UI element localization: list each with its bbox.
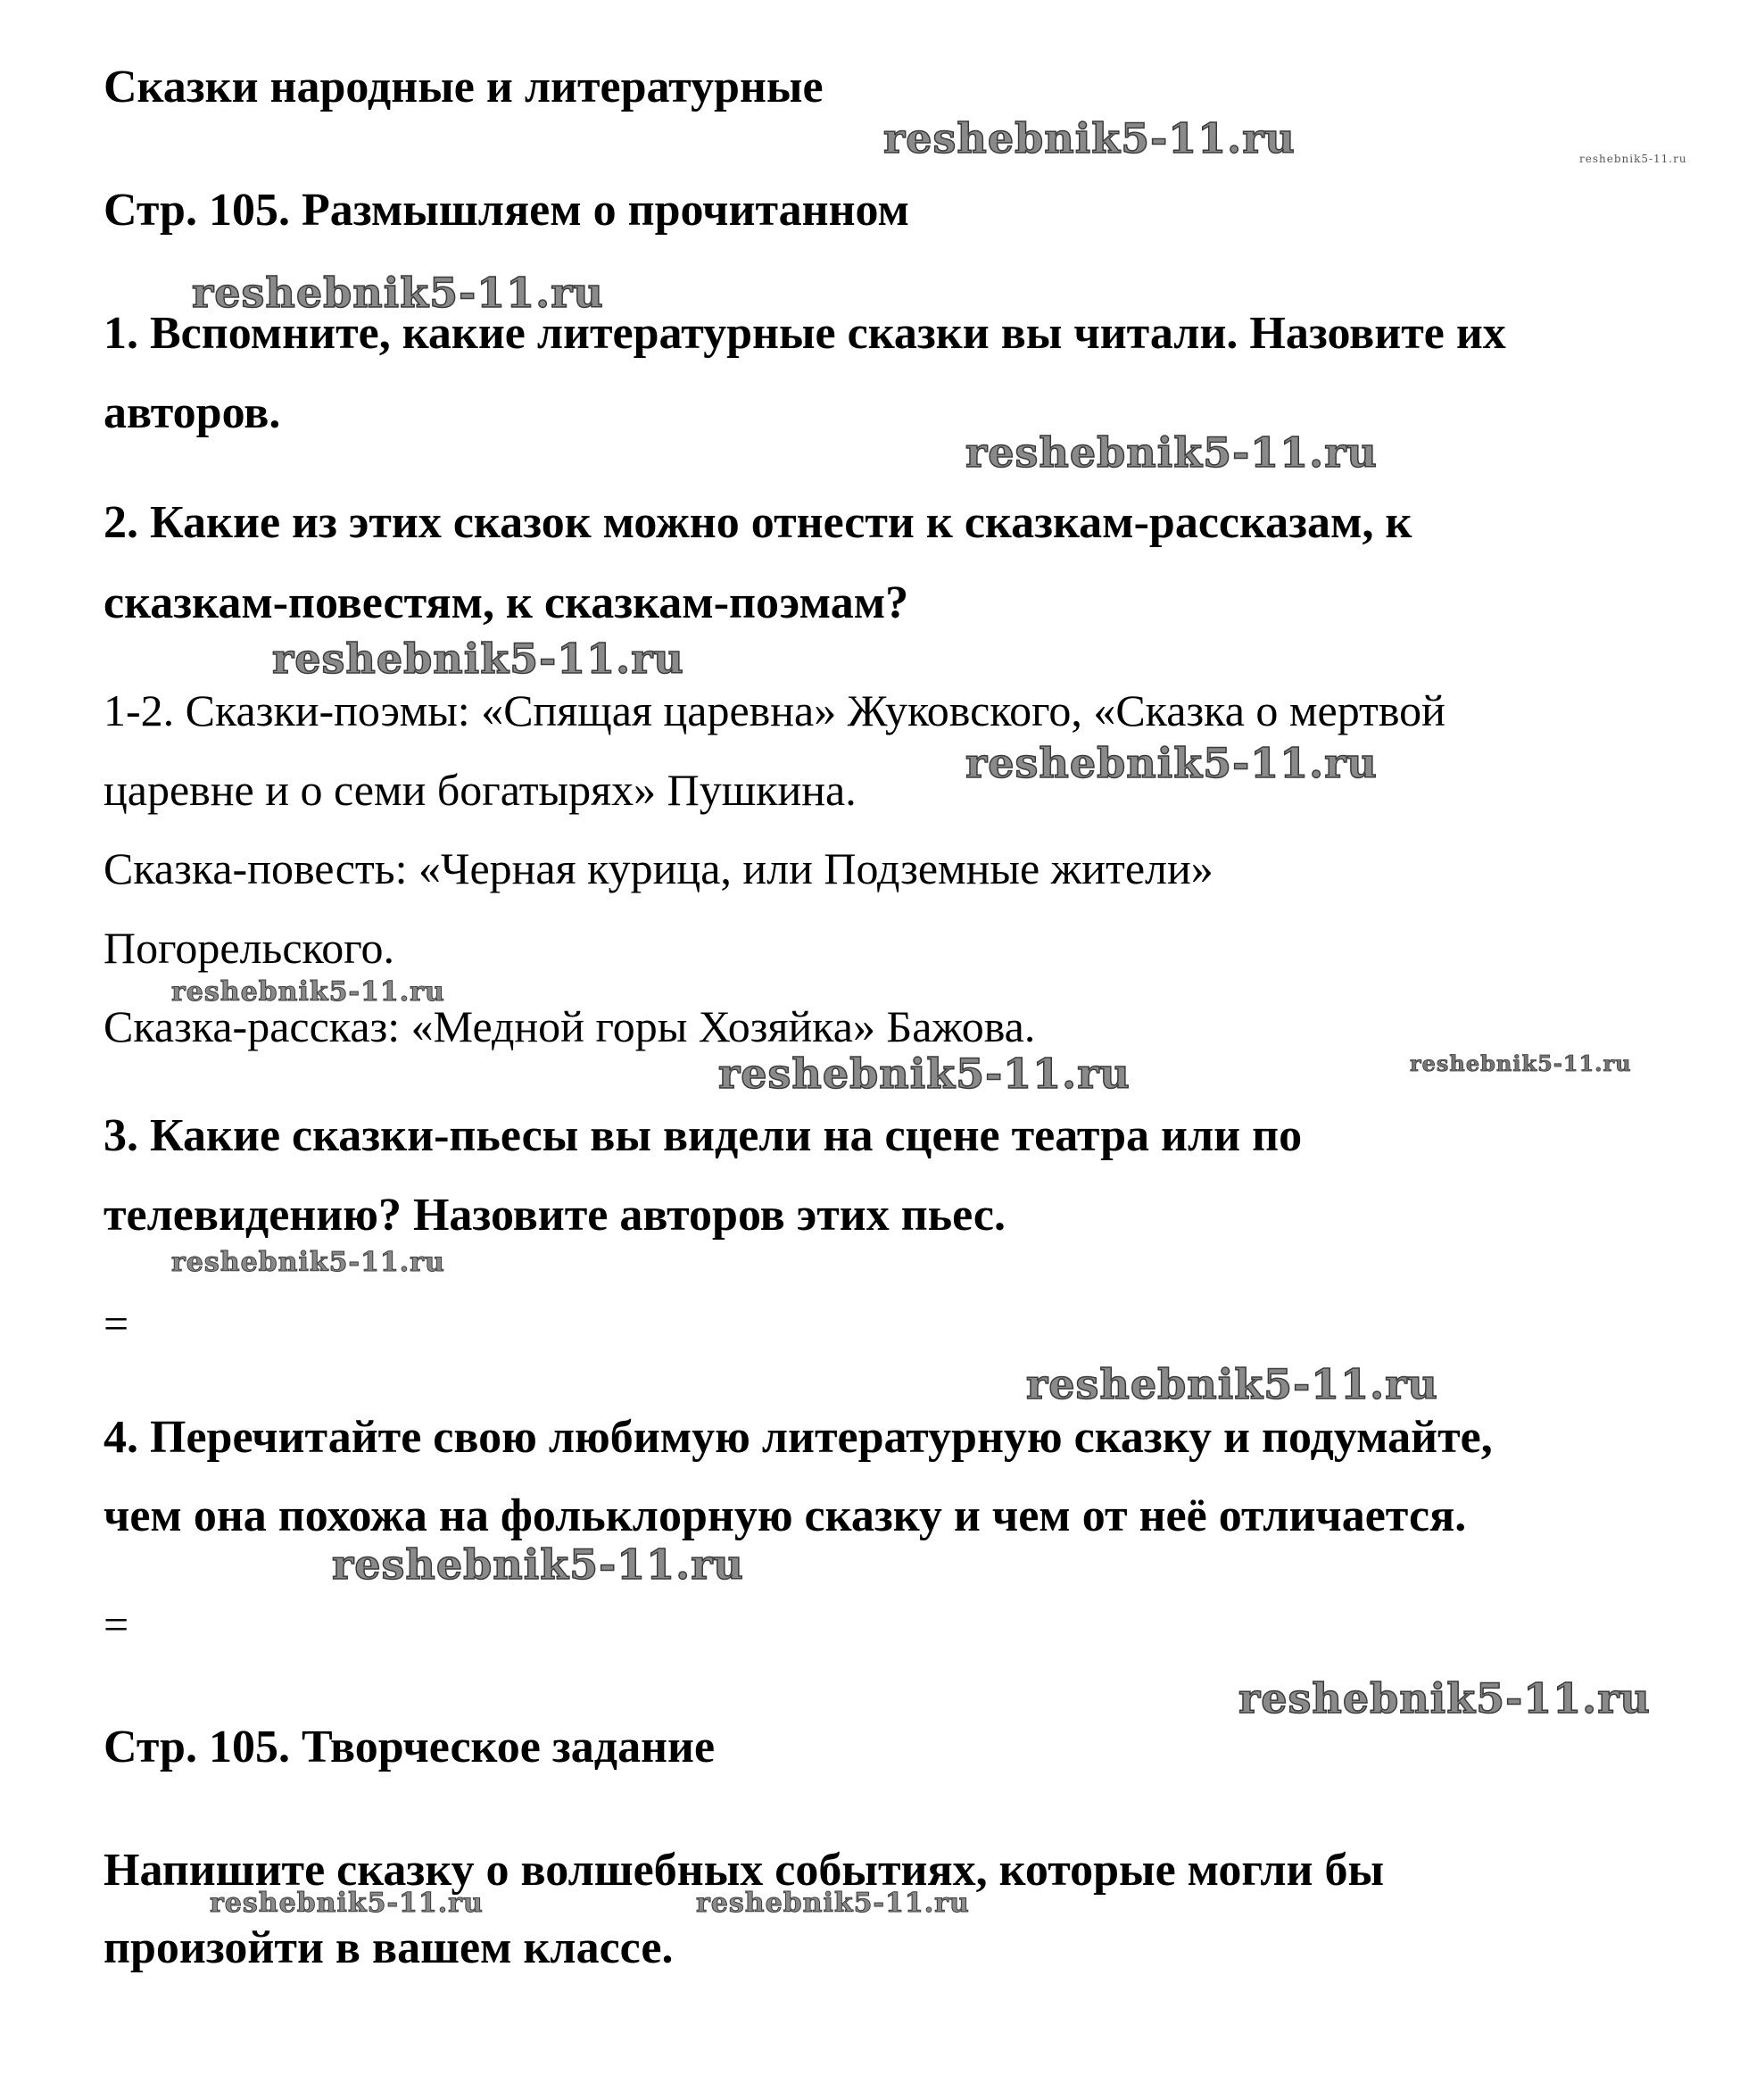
- watermark: reshebnik5-11.ru: [883, 114, 1296, 162]
- watermark: reshebnik5-11.ru: [965, 428, 1378, 477]
- task-line-1: Напишите сказку о волшебных событиях, которые могли бы: [104, 1845, 1385, 1896]
- question-3-line-2: телевидению? Назовите авторов этих пьес.: [104, 1190, 1006, 1241]
- watermark: reshebnik5-11.ru: [272, 635, 684, 683]
- watermark: reshebnik5-11.ru: [1026, 1360, 1438, 1408]
- section-heading-reflection: Стр. 105. Размышляем о прочитанном: [104, 185, 909, 236]
- task-line-2: произойти в вашем классе.: [104, 1922, 674, 1973]
- watermark: reshebnik5-11.ru: [171, 1247, 445, 1278]
- watermark: reshebnik5-11.ru: [1579, 153, 1687, 165]
- question-4-line-2: чем она похожа на фольклорную сказку и чем от неё отличается.: [104, 1490, 1467, 1541]
- watermark: reshebnik5-11.ru: [332, 1540, 744, 1589]
- watermark: reshebnik5-11.ru: [210, 1888, 484, 1919]
- watermark: reshebnik5-11.ru: [171, 976, 445, 1008]
- question-1-line-1: 1. Вспомните, какие литературные сказки вы читали. Назовите их: [104, 308, 1506, 359]
- question-2-line-1: 2. Какие из этих сказок можно отнести к сказкам-рассказам, к: [104, 497, 1412, 548]
- watermark: reshebnik5-11.ru: [192, 269, 604, 317]
- question-4-line-1: 4. Перечитайте свою любимую литературную сказку и подумайте,: [104, 1412, 1493, 1463]
- watermark: reshebnik5-11.ru: [718, 1050, 1131, 1098]
- question-1-line-2: авторов.: [104, 387, 281, 438]
- watermark: reshebnik5-11.ru: [696, 1888, 970, 1919]
- answer-12-line-5: Сказка-рассказ: «Медной горы Хозяйка» Бажова.: [104, 1001, 1036, 1051]
- watermark: reshebnik5-11.ru: [1410, 1050, 1632, 1076]
- question-3-line-1: 3. Какие сказки-пьесы вы видели на сцене театра или по: [104, 1110, 1303, 1161]
- answer-12-line-4: Погорельского.: [104, 923, 395, 973]
- watermark: reshebnik5-11.ru: [1238, 1674, 1651, 1722]
- question-2-line-2: сказкам-повестям, к сказкам-поэмам?: [104, 577, 909, 628]
- answer-12-line-2: царевне и о семи богатырях» Пушкина.: [104, 765, 857, 815]
- watermark: reshebnik5-11.ru: [965, 739, 1378, 787]
- answer-3: =: [104, 1299, 129, 1349]
- answer-12-line-1: 1-2. Сказки-поэмы: «Спящая царевна» Жуковского, «Сказка о мертвой: [104, 685, 1445, 735]
- answer-4: =: [104, 1599, 129, 1649]
- page-title: Сказки народные и литературные: [104, 62, 824, 112]
- answer-12-line-3: Сказка-повесть: «Черная курица, или Подземные жители»: [104, 843, 1213, 893]
- section-heading-creative: Стр. 105. Творческое задание: [104, 1722, 716, 1772]
